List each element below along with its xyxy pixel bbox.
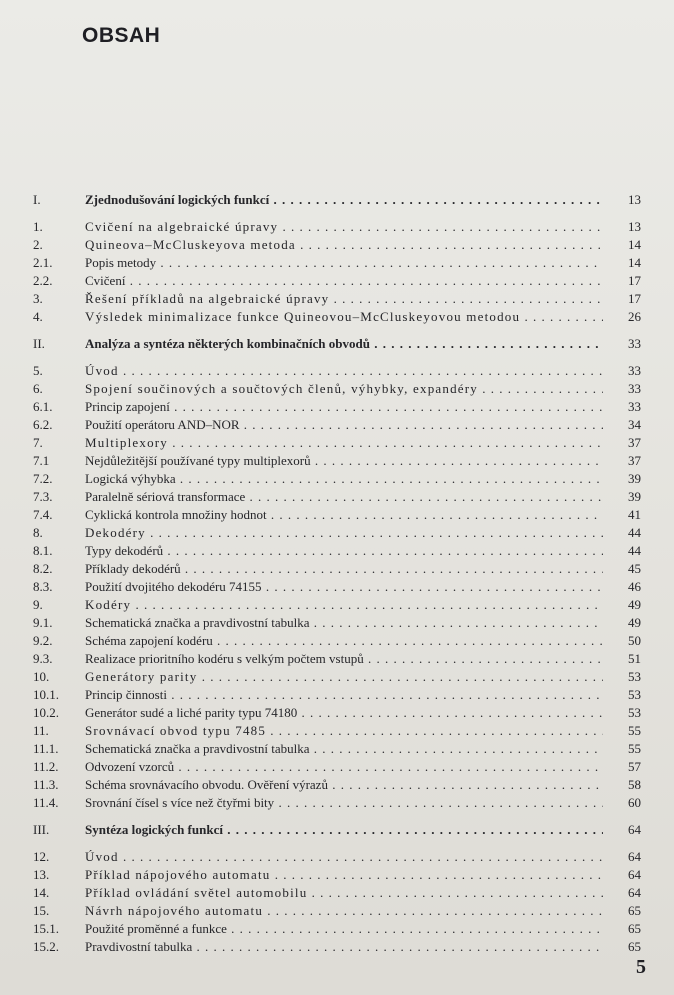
toc-entry-page: 58 xyxy=(628,777,641,792)
toc-entry-number: 9.2. xyxy=(33,633,53,648)
toc-entry-page: 65 xyxy=(628,939,641,954)
toc-row xyxy=(33,272,645,290)
toc-entry-title: Návrh nápojového automatu . . . xyxy=(85,902,603,920)
toc-entry-page: 17 xyxy=(628,273,641,288)
toc-entry-title: Typy dekodérů . . . xyxy=(85,542,603,560)
toc-entry-title: Spojení součinových a součtových členů, výhybky, expandéry . . . xyxy=(85,380,603,398)
toc-entry-number: 13. xyxy=(33,867,50,882)
toc-row xyxy=(33,290,645,308)
toc-entry-number: 6.2. xyxy=(33,417,53,432)
toc-entry-number: 9. xyxy=(33,597,43,612)
toc-entry-number: 6.1. xyxy=(33,399,53,414)
toc-entry-page: 64 xyxy=(628,867,641,882)
toc-entry-page: 46 xyxy=(628,579,641,594)
toc-entry-number: 7.4. xyxy=(33,507,53,522)
toc-entry-number: 15.2. xyxy=(33,939,59,954)
toc-entry-title: Odvození vzorců . . . xyxy=(85,758,603,776)
toc-part-row xyxy=(33,335,645,353)
toc-entry-number: 8. xyxy=(33,525,43,540)
toc-entry-number: 8.3. xyxy=(33,579,53,594)
toc-entry-page: 34 xyxy=(628,417,641,432)
toc-entry-title: Zjednodušování logických funkcí . . . xyxy=(85,191,603,209)
toc-entry-title: Schéma srovnávacího obvodu. Ověření výrazů . . . xyxy=(85,776,603,794)
toc-entry-page: 39 xyxy=(628,471,641,486)
page-heading: OBSAH xyxy=(82,24,161,47)
toc-entry-page: 53 xyxy=(628,705,641,720)
toc-entry-page: 14 xyxy=(628,237,641,252)
toc-row xyxy=(33,758,645,776)
toc-entry-number: 7. xyxy=(33,435,43,450)
toc-part-row xyxy=(33,821,645,839)
toc-entry-number: 10.2. xyxy=(33,705,59,720)
toc-row xyxy=(33,452,645,470)
toc-row xyxy=(33,776,645,794)
toc-entry-page: 33 xyxy=(628,381,641,396)
toc-entry-number: 9.1. xyxy=(33,615,53,630)
toc-row xyxy=(33,254,645,272)
toc-entry-page: 65 xyxy=(628,921,641,936)
toc-row xyxy=(33,416,645,434)
toc-entry-page: 41 xyxy=(628,507,641,522)
toc-row xyxy=(33,866,645,884)
toc-entry-title: Příklad ovládání světel automobilu . . . xyxy=(85,884,603,902)
toc-entry-number: 10.1. xyxy=(33,687,59,702)
toc-row xyxy=(33,596,645,614)
toc-entry-number: 7.1 xyxy=(33,453,50,468)
toc-entry-page: 26 xyxy=(628,309,641,324)
page-number: 5 xyxy=(636,956,646,978)
toc-row xyxy=(33,704,645,722)
toc-entry-title: Dekodéry . . . xyxy=(85,524,603,542)
toc-entry-number: 12. xyxy=(33,849,50,864)
toc-entry-page: 64 xyxy=(628,885,641,900)
toc-entry-number: 8.1. xyxy=(33,543,53,558)
toc-entry-page: 53 xyxy=(628,687,641,702)
toc-entry-number: 1. xyxy=(33,219,43,234)
toc-row xyxy=(33,542,645,560)
toc-entry-page: 13 xyxy=(628,219,641,234)
toc-entry-page: 33 xyxy=(628,399,641,414)
toc-entry-number: 7.3. xyxy=(33,489,53,504)
toc-entry-title: Generátory parity . . . xyxy=(85,668,603,686)
toc-row xyxy=(33,650,645,668)
toc-entry-number: I. xyxy=(33,192,41,207)
toc-entry-number: 4. xyxy=(33,309,43,324)
toc-row xyxy=(33,668,645,686)
toc-entry-title: Příklad nápojového automatu . . . xyxy=(85,866,603,884)
toc-entry-title: Multiplexory . . . xyxy=(85,434,603,452)
toc-entry-title: Cvičení . . . xyxy=(85,272,603,290)
toc-entry-number: 14. xyxy=(33,885,50,900)
toc-row xyxy=(33,884,645,902)
toc-entry-title: Výsledek minimalizace funkce Quineovou–McCluskeyovou metodou . . . xyxy=(85,308,603,326)
toc-entry-title: Použití dvojitého dekodéru 74155 . . . xyxy=(85,578,603,596)
toc-entry-title: Příklady dekodérů . . . xyxy=(85,560,603,578)
toc-entry-number: 11.1. xyxy=(33,741,59,756)
toc-entry-number: 11. xyxy=(33,723,49,738)
toc-entry-page: 51 xyxy=(628,651,641,666)
toc-row xyxy=(33,614,645,632)
toc-entry-page: 37 xyxy=(628,435,641,450)
toc-entry-page: 44 xyxy=(628,543,641,558)
toc-entry-title: Schematická značka a pravdivostní tabulka . . . xyxy=(85,740,603,758)
toc-entry-number: 11.2. xyxy=(33,759,59,774)
toc-entry-title: Paralelně sériová transformace . . . xyxy=(85,488,603,506)
toc-entry-page: 49 xyxy=(628,615,641,630)
toc-entry-title: Pravdivostní tabulka . . . xyxy=(85,938,603,956)
toc-entry-number: III. xyxy=(33,822,50,837)
toc-row xyxy=(33,740,645,758)
toc-entry-page: 33 xyxy=(628,363,641,378)
toc-entry-title: Řešení příkladů na algebraické úpravy . . . xyxy=(85,290,603,308)
toc-entry-number: 7.2. xyxy=(33,471,53,486)
toc-entry-title: Srovnávací obvod typu 7485 . . . xyxy=(85,722,603,740)
toc-entry-page: 50 xyxy=(628,633,641,648)
toc-entry-title: Úvod . . . xyxy=(85,848,603,866)
toc-row xyxy=(33,506,645,524)
toc-row xyxy=(33,236,645,254)
toc-row xyxy=(33,632,645,650)
toc-entry-number: 8.2. xyxy=(33,561,53,576)
toc-entry-title: Cvičení na algebraické úpravy . . . xyxy=(85,218,603,236)
toc-entry-page: 55 xyxy=(628,723,641,738)
toc-entry-page: 64 xyxy=(628,849,641,864)
table-of-contents xyxy=(33,191,645,956)
toc-entry-title: Princip činnosti . . . xyxy=(85,686,603,704)
toc-entry-title: Schematická značka a pravdivostní tabulka . . . xyxy=(85,614,603,632)
toc-entry-page: 44 xyxy=(628,525,641,540)
toc-entry-page: 55 xyxy=(628,741,641,756)
toc-entry-page: 17 xyxy=(628,291,641,306)
toc-part-row xyxy=(33,191,645,209)
toc-entry-title: Logická výhybka . . . xyxy=(85,470,603,488)
toc-entry-number: 15.1. xyxy=(33,921,59,936)
toc-row xyxy=(33,524,645,542)
toc-row xyxy=(33,470,645,488)
toc-row xyxy=(33,308,645,326)
toc-entry-title: Generátor sudé a liché parity typu 74180 . . . xyxy=(85,704,603,722)
toc-row xyxy=(33,560,645,578)
toc-row xyxy=(33,488,645,506)
toc-entry-title: Syntéza logických funkcí . . . xyxy=(85,821,603,839)
toc-entry-title: Popis metody . . . xyxy=(85,254,603,272)
toc-row xyxy=(33,218,645,236)
toc-entry-number: 9.3. xyxy=(33,651,53,666)
toc-entry-number: 15. xyxy=(33,903,50,918)
toc-entry-number: 11.4. xyxy=(33,795,59,810)
toc-entry-title: Quineova–McCluskeyova metoda . . . xyxy=(85,236,603,254)
toc-entry-page: 33 xyxy=(628,336,641,351)
toc-entry-title: Kodéry . . . xyxy=(85,596,603,614)
toc-row xyxy=(33,578,645,596)
toc-row xyxy=(33,398,645,416)
toc-entry-title: Realizace prioritního kodéru s velkým počtem vstupů . . . xyxy=(85,650,603,668)
toc-entry-page: 64 xyxy=(628,822,641,837)
toc-entry-page: 49 xyxy=(628,597,641,612)
toc-entry-title: Použití operátoru AND–NOR . . . xyxy=(85,416,603,434)
toc-entry-page: 53 xyxy=(628,669,641,684)
toc-row xyxy=(33,920,645,938)
toc-entry-title: Analýza a syntéza některých kombinačních obvodů . . . xyxy=(85,335,603,353)
toc-entry-title: Úvod . . . xyxy=(85,362,603,380)
toc-row xyxy=(33,848,645,866)
toc-row xyxy=(33,794,645,812)
toc-row xyxy=(33,902,645,920)
toc-row xyxy=(33,434,645,452)
toc-entry-title: Schéma zapojení kodéru . . . xyxy=(85,632,603,650)
toc-entry-number: 6. xyxy=(33,381,43,396)
toc-entry-number: 10. xyxy=(33,669,50,684)
toc-row xyxy=(33,362,645,380)
toc-entry-number: II. xyxy=(33,336,45,351)
toc-entry-title: Nejdůležitější používané typy multiplexorů . . . xyxy=(85,452,603,470)
toc-row xyxy=(33,938,645,956)
toc-entry-page: 60 xyxy=(628,795,641,810)
toc-row xyxy=(33,722,645,740)
toc-row xyxy=(33,686,645,704)
toc-entry-number: 2.2. xyxy=(33,273,53,288)
toc-entry-number: 11.3. xyxy=(33,777,59,792)
toc-entry-page: 13 xyxy=(628,192,641,207)
toc-entry-number: 3. xyxy=(33,291,43,306)
toc-entry-page: 45 xyxy=(628,561,641,576)
toc-entry-number: 2.1. xyxy=(33,255,53,270)
toc-entry-title: Cyklická kontrola množiny hodnot . . . xyxy=(85,506,603,524)
toc-entry-page: 39 xyxy=(628,489,641,504)
toc-row xyxy=(33,380,645,398)
toc-entry-page: 65 xyxy=(628,903,641,918)
toc-entry-title: Princip zapojení . . . xyxy=(85,398,603,416)
toc-entry-page: 57 xyxy=(628,759,641,774)
toc-entry-page: 14 xyxy=(628,255,641,270)
toc-entry-title: Použité proměnné a funkce . . . xyxy=(85,920,603,938)
toc-entry-title: Srovnání čísel s více než čtyřmi bity . . . xyxy=(85,794,603,812)
toc-entry-page: 37 xyxy=(628,453,641,468)
toc-entry-number: 5. xyxy=(33,363,43,378)
toc-entry-number: 2. xyxy=(33,237,43,252)
